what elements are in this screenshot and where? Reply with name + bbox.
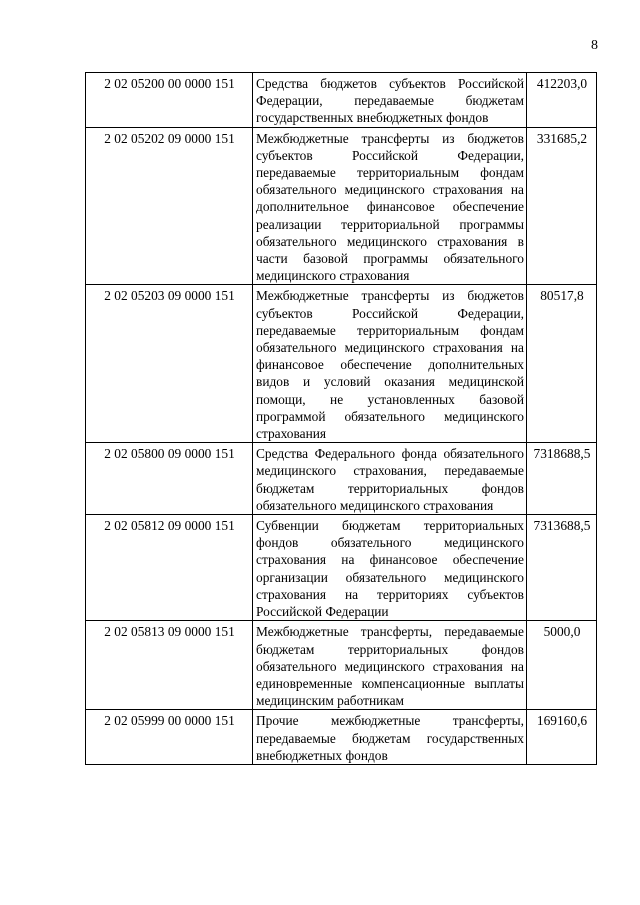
amount-value: 331685,2 [527, 127, 597, 285]
table-row [86, 127, 597, 285]
amount-value: 7318688,5 [527, 443, 597, 515]
budget-classification-code: 2 02 05800 09 0000 151 [86, 443, 253, 515]
amount-value: 80517,8 [527, 285, 597, 443]
budget-classification-code: 2 02 05200 00 0000 151 [86, 73, 253, 128]
table-row [86, 73, 597, 128]
table-row [86, 285, 597, 443]
budget-classification-code: 2 02 05203 09 0000 151 [86, 285, 253, 443]
amount-value: 169160,6 [527, 710, 597, 765]
table-row [86, 621, 597, 710]
amount-value: 7313688,5 [527, 515, 597, 621]
budget-revenue-table [85, 72, 597, 765]
revenue-description: Межбюджетные трансферты, передаваемые бюджетам территориальных фондов обязательного медицинского страхования на единовременные компенсационные выплаты медицинским работникам [253, 621, 527, 710]
page-number: 8 [591, 38, 598, 53]
amount-value: 412203,0 [527, 73, 597, 128]
table-row [86, 710, 597, 765]
revenue-description: Средства Федерального фонда обязательного медицинского страхования, передаваемые бюджетам территориальных фондов обязательного медицинского страхования [253, 443, 527, 515]
table-row [86, 515, 597, 621]
revenue-description: Средства бюджетов субъектов Российской Федерации, передаваемые бюджетам государственных внебюджетных фондов [253, 73, 527, 128]
revenue-description: Межбюджетные трансферты из бюджетов субъектов Российской Федерации, передаваемые территориальным фондам обязательного медицинского страхования на финансовое обеспечение дополнительных видов и условий оказания медицинской помощи, не установленных базовой программой обязательного медицинского страхования [253, 285, 527, 443]
budget-classification-code: 2 02 05812 09 0000 151 [86, 515, 253, 621]
table-row [86, 443, 597, 515]
budget-classification-code: 2 02 05813 09 0000 151 [86, 621, 253, 710]
budget-classification-code: 2 02 05202 09 0000 151 [86, 127, 253, 285]
budget-classification-code: 2 02 05999 00 0000 151 [86, 710, 253, 765]
revenue-description: Межбюджетные трансферты из бюджетов субъектов Российской Федерации, передаваемые территориальным фондам обязательного медицинского страхования на дополнительное финансовое обеспечение реализации территориальной программы обязательного медицинского страхования в части базовой программы обязательного медицинского страхования [253, 127, 527, 285]
revenue-description: Прочие межбюджетные трансферты, передаваемые бюджетам государственных внебюджетных фондов [253, 710, 527, 765]
revenue-description: Субвенции бюджетам территориальных фондов обязательного медицинского страхования на финансовое обеспечение организации обязательного медицинского страхования на территориях субъектов Российской Федерации [253, 515, 527, 621]
amount-value: 5000,0 [527, 621, 597, 710]
